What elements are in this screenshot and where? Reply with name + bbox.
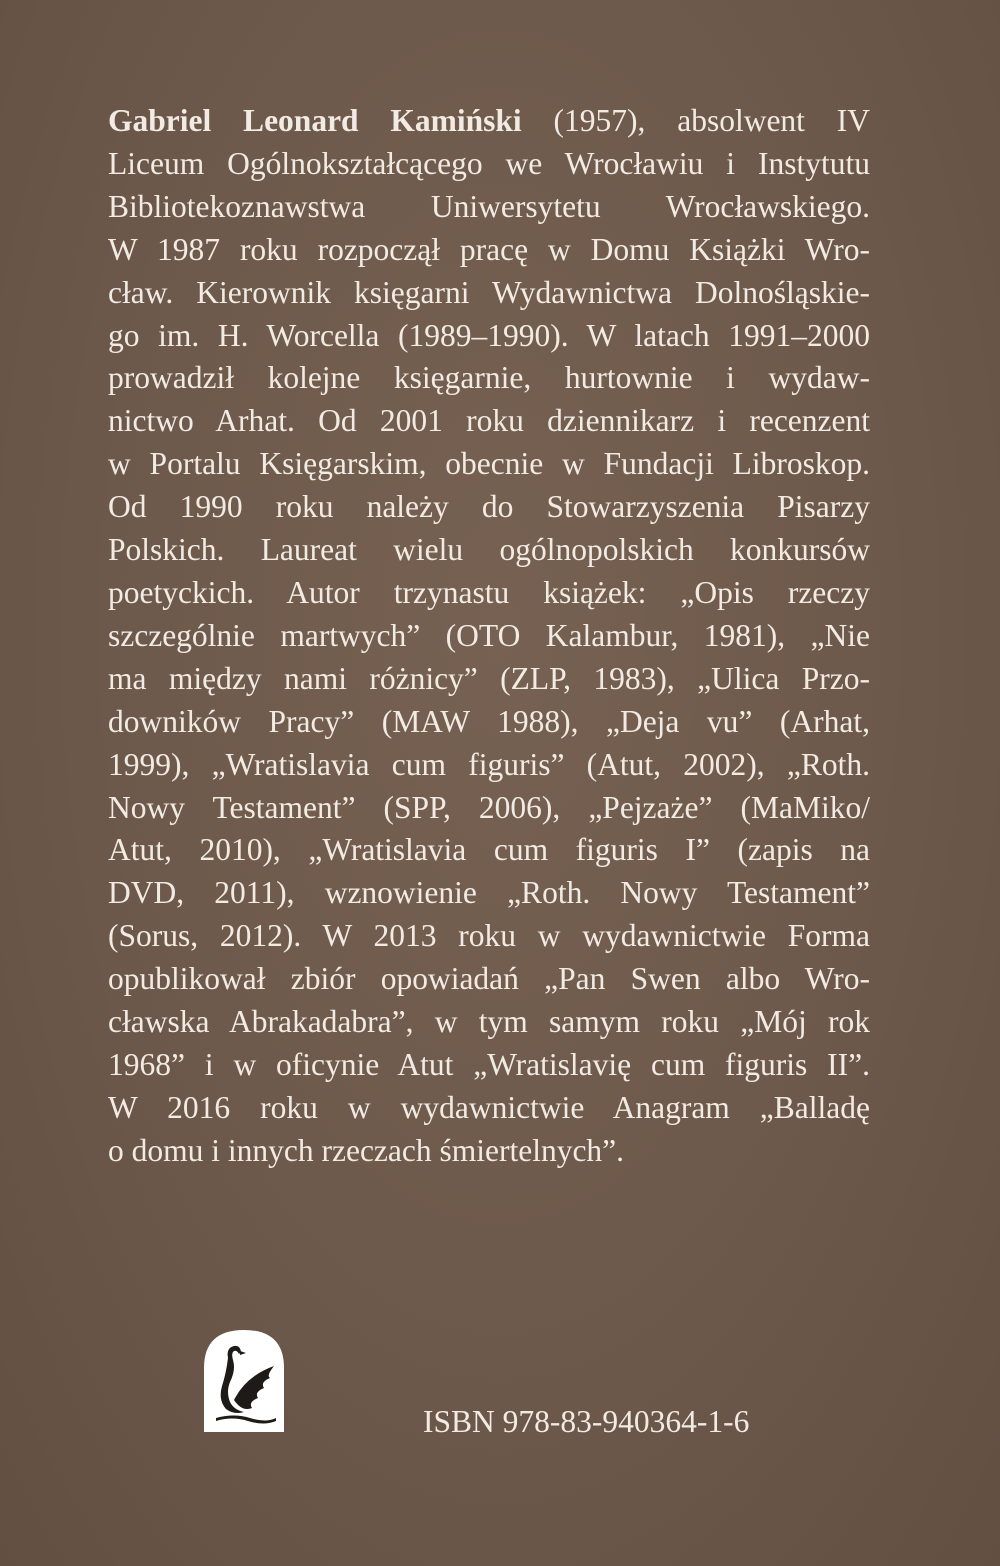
bio-line: Bibliotekoznawstwa Uniwersytetu Wrocławskiego. [108, 188, 870, 224]
bio-line: prowadził kolejne księgarnie, hurtownie i wydaw- [108, 360, 870, 396]
author-biography [108, 100, 870, 1173]
bio-line: cław. Kierownik księgarni Wydawnictwa Dolnośląskie- [108, 274, 870, 310]
bio-line: nictwo Arhat. Od 2001 roku dziennikarz i recenzent [108, 403, 870, 439]
bio-line: downików Pracy” (MAW 1988), „Deja vu” (Arhat, [108, 703, 870, 739]
bio-line: cławska Abrakadabra”, w tym samym roku „Mój rok [108, 1004, 870, 1040]
bio-line: go im. H. Worcella (1989–1990). W latach 1991–2000 [108, 317, 870, 353]
bio-line: opublikował zbiór opowiadań „Pan Swen albo Wro- [108, 961, 870, 997]
bio-line: ma między nami różnicy” (ZLP, 1983), „Ulica Przo- [108, 660, 870, 696]
bio-line: Nowy Testament” (SPP, 2006), „Pejzaże” (MaMiko/ [108, 789, 870, 825]
bio-line: o domu i innych rzeczach śmiertelnych”. [108, 1132, 625, 1168]
bio-line: Atut, 2010), „Wratislavia cum figuris I” (zapis na [108, 832, 870, 868]
bio-line: 1999), „Wratislavia cum figuris” (Atut, 2002), „Roth. [108, 746, 870, 782]
isbn-number: ISBN 978-83-940364-1-6 [423, 1404, 750, 1439]
author-name: Gabriel Leonard Kamiński [108, 103, 522, 138]
bio-line: DVD, 2011), wznowienie „Roth. Nowy Testament” [108, 875, 870, 911]
bio-line: poetyckich. Autor trzynastu książek: „Opis rzeczy [108, 574, 870, 610]
bio-line: 1968” i w oficynie Atut „Wratislavię cum figuris II”. [108, 1046, 870, 1082]
bio-line-rest: (1957), absolwent IV [521, 103, 870, 138]
swan-icon [204, 1330, 284, 1432]
bio-line [108, 100, 870, 143]
bio-line: w Portalu Księgarskim, obecnie w Fundacji Libroskop. [108, 446, 870, 482]
bio-line: szczególnie martwych” (OTO Kalambur, 1981), „Nie [108, 617, 870, 653]
bio-line: Liceum Ogólnokształcącego we Wrocławiu i Instytutu [108, 145, 870, 181]
bio-line: W 1987 roku rozpoczął pracę w Domu Książki Wro- [108, 231, 870, 267]
bio-line: (Sorus, 2012). W 2013 roku w wydawnictwie Forma [108, 918, 870, 954]
bio-line: W 2016 roku w wydawnictwie Anagram „Balladę [108, 1089, 870, 1125]
bio-line: Polskich. Laureat wielu ogólnopolskich konkursów [108, 532, 870, 568]
bio-line: Od 1990 roku należy do Stowarzyszenia Pisarzy [108, 489, 870, 525]
